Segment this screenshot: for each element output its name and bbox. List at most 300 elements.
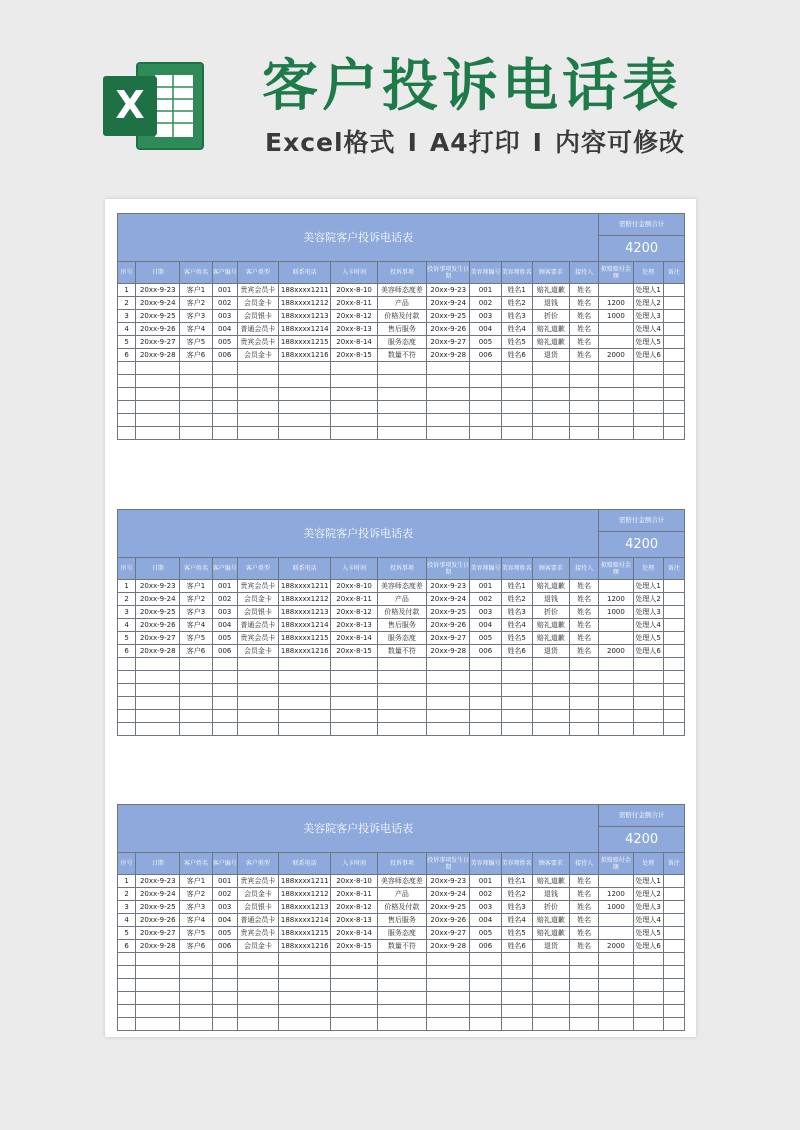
- empty-cell[interactable]: [377, 684, 426, 697]
- empty-cell[interactable]: [501, 427, 532, 440]
- empty-cell[interactable]: [470, 992, 501, 1005]
- empty-cell[interactable]: [501, 401, 532, 414]
- table-cell[interactable]: 20xx-9-24: [136, 297, 180, 310]
- table-cell[interactable]: 会员银卡: [237, 310, 278, 323]
- table-cell[interactable]: 20xx-8-13: [331, 323, 377, 336]
- empty-cell[interactable]: [377, 697, 426, 710]
- empty-cell[interactable]: [599, 723, 633, 736]
- table-cell[interactable]: 折价: [532, 901, 569, 914]
- table-cell[interactable]: 20xx-9-28: [427, 645, 470, 658]
- table-cell[interactable]: 售后服务: [377, 619, 426, 632]
- empty-cell[interactable]: [377, 427, 426, 440]
- empty-cell[interactable]: [427, 723, 470, 736]
- empty-cell[interactable]: [136, 658, 180, 671]
- table-cell[interactable]: 普通会员卡: [237, 914, 278, 927]
- table-cell[interactable]: 姓名4: [501, 619, 532, 632]
- table-cell[interactable]: 20xx-8-10: [331, 284, 377, 297]
- empty-cell[interactable]: [633, 427, 663, 440]
- table-cell[interactable]: 处理人4: [633, 914, 663, 927]
- table-cell[interactable]: 产品: [377, 297, 426, 310]
- empty-cell[interactable]: [427, 992, 470, 1005]
- table-cell[interactable]: 姓名: [570, 310, 599, 323]
- empty-cell[interactable]: [279, 684, 331, 697]
- table-cell[interactable]: 退货: [532, 940, 569, 953]
- table-cell[interactable]: 20xx-9-28: [136, 940, 180, 953]
- empty-cell[interactable]: [237, 710, 278, 723]
- table-cell[interactable]: 1: [118, 284, 136, 297]
- table-cell[interactable]: 6: [118, 940, 136, 953]
- empty-cell[interactable]: [663, 414, 684, 427]
- table-cell[interactable]: 普通会员卡: [237, 323, 278, 336]
- table-cell[interactable]: 姓名2: [501, 297, 532, 310]
- table-cell[interactable]: 姓名: [570, 875, 599, 888]
- table-cell[interactable]: 姓名6: [501, 349, 532, 362]
- table-cell[interactable]: 003: [470, 310, 501, 323]
- table-cell[interactable]: 20xx-8-12: [331, 310, 377, 323]
- empty-cell[interactable]: [633, 658, 663, 671]
- table-cell[interactable]: 20xx-9-25: [427, 901, 470, 914]
- table-cell[interactable]: 001: [470, 875, 501, 888]
- table-cell[interactable]: 188xxxx1215: [279, 632, 331, 645]
- empty-cell[interactable]: [570, 684, 599, 697]
- table-cell[interactable]: [663, 645, 684, 658]
- empty-cell[interactable]: [136, 362, 180, 375]
- table-cell[interactable]: 3: [118, 606, 136, 619]
- table-cell[interactable]: 1: [118, 580, 136, 593]
- empty-cell[interactable]: [237, 723, 278, 736]
- table-cell[interactable]: 数量不符: [377, 645, 426, 658]
- table-cell[interactable]: 006: [212, 940, 237, 953]
- table-cell[interactable]: 客户6: [180, 349, 212, 362]
- empty-cell[interactable]: [501, 979, 532, 992]
- empty-cell[interactable]: [663, 658, 684, 671]
- table-cell[interactable]: 004: [212, 323, 237, 336]
- table-cell[interactable]: 客户3: [180, 606, 212, 619]
- table-cell[interactable]: 客户2: [180, 593, 212, 606]
- empty-cell[interactable]: [212, 658, 237, 671]
- empty-cell[interactable]: [118, 1018, 136, 1031]
- empty-cell[interactable]: [136, 992, 180, 1005]
- table-cell[interactable]: 20xx-8-13: [331, 619, 377, 632]
- table-cell[interactable]: 2: [118, 297, 136, 310]
- table-cell[interactable]: 002: [212, 297, 237, 310]
- table-cell[interactable]: [599, 323, 633, 336]
- empty-cell[interactable]: [279, 966, 331, 979]
- empty-cell[interactable]: [237, 966, 278, 979]
- empty-cell[interactable]: [136, 684, 180, 697]
- empty-cell[interactable]: [377, 362, 426, 375]
- empty-cell[interactable]: [532, 953, 569, 966]
- table-cell[interactable]: 1200: [599, 888, 633, 901]
- empty-cell[interactable]: [212, 992, 237, 1005]
- table-cell[interactable]: 003: [470, 606, 501, 619]
- table-cell[interactable]: 20xx-9-24: [427, 297, 470, 310]
- empty-cell[interactable]: [212, 414, 237, 427]
- empty-cell[interactable]: [599, 658, 633, 671]
- empty-cell[interactable]: [501, 684, 532, 697]
- empty-cell[interactable]: [331, 388, 377, 401]
- table-cell[interactable]: 20xx-9-28: [136, 349, 180, 362]
- table-cell[interactable]: 20xx-9-23: [427, 580, 470, 593]
- table-cell[interactable]: 003: [212, 606, 237, 619]
- empty-cell[interactable]: [118, 979, 136, 992]
- table-cell[interactable]: 5: [118, 632, 136, 645]
- empty-cell[interactable]: [427, 375, 470, 388]
- table-cell[interactable]: 数量不符: [377, 349, 426, 362]
- table-cell[interactable]: [599, 632, 633, 645]
- empty-cell[interactable]: [532, 388, 569, 401]
- empty-cell[interactable]: [180, 658, 212, 671]
- empty-cell[interactable]: [331, 427, 377, 440]
- table-cell[interactable]: 5: [118, 336, 136, 349]
- empty-cell[interactable]: [180, 979, 212, 992]
- empty-cell[interactable]: [427, 658, 470, 671]
- table-cell[interactable]: 客户5: [180, 632, 212, 645]
- empty-cell[interactable]: [633, 697, 663, 710]
- empty-cell[interactable]: [633, 671, 663, 684]
- table-cell[interactable]: 折价: [532, 606, 569, 619]
- empty-cell[interactable]: [470, 1005, 501, 1018]
- table-cell[interactable]: [599, 580, 633, 593]
- table-cell[interactable]: 20xx-9-27: [427, 927, 470, 940]
- table-cell[interactable]: 会员金卡: [237, 593, 278, 606]
- table-cell[interactable]: 退货: [532, 645, 569, 658]
- table-cell[interactable]: [663, 875, 684, 888]
- empty-cell[interactable]: [377, 388, 426, 401]
- empty-cell[interactable]: [570, 401, 599, 414]
- empty-cell[interactable]: [570, 375, 599, 388]
- table-cell[interactable]: 20xx-8-14: [331, 632, 377, 645]
- table-cell[interactable]: [599, 284, 633, 297]
- table-cell[interactable]: 1000: [599, 310, 633, 323]
- table-cell[interactable]: 20xx-8-15: [331, 940, 377, 953]
- empty-cell[interactable]: [237, 362, 278, 375]
- table-cell[interactable]: 003: [470, 901, 501, 914]
- empty-cell[interactable]: [470, 953, 501, 966]
- empty-cell[interactable]: [470, 362, 501, 375]
- table-cell[interactable]: 2: [118, 888, 136, 901]
- empty-cell[interactable]: [633, 401, 663, 414]
- table-cell[interactable]: 处理人1: [633, 875, 663, 888]
- table-cell[interactable]: [663, 284, 684, 297]
- empty-cell[interactable]: [427, 710, 470, 723]
- empty-cell[interactable]: [212, 723, 237, 736]
- empty-cell[interactable]: [427, 427, 470, 440]
- empty-cell[interactable]: [599, 427, 633, 440]
- table-cell[interactable]: 贵宾会员卡: [237, 284, 278, 297]
- table-cell[interactable]: 美容师态度差: [377, 284, 426, 297]
- empty-cell[interactable]: [180, 966, 212, 979]
- table-cell[interactable]: 赔礼道歉: [532, 580, 569, 593]
- empty-cell[interactable]: [532, 658, 569, 671]
- empty-cell[interactable]: [331, 362, 377, 375]
- empty-cell[interactable]: [470, 388, 501, 401]
- empty-cell[interactable]: [470, 375, 501, 388]
- empty-cell[interactable]: [599, 979, 633, 992]
- empty-cell[interactable]: [470, 671, 501, 684]
- empty-cell[interactable]: [570, 723, 599, 736]
- table-cell[interactable]: 20xx-8-15: [331, 645, 377, 658]
- table-cell[interactable]: 188xxxx1212: [279, 297, 331, 310]
- table-cell[interactable]: 处理人3: [633, 310, 663, 323]
- table-cell[interactable]: 1200: [599, 297, 633, 310]
- table-cell[interactable]: [663, 323, 684, 336]
- empty-cell[interactable]: [599, 966, 633, 979]
- table-cell[interactable]: 姓名3: [501, 606, 532, 619]
- table-cell[interactable]: 处理人1: [633, 580, 663, 593]
- table-cell[interactable]: 005: [470, 927, 501, 940]
- empty-cell[interactable]: [633, 1018, 663, 1031]
- empty-cell[interactable]: [180, 710, 212, 723]
- empty-cell[interactable]: [279, 723, 331, 736]
- empty-cell[interactable]: [331, 697, 377, 710]
- empty-cell[interactable]: [279, 710, 331, 723]
- empty-cell[interactable]: [532, 697, 569, 710]
- empty-cell[interactable]: [279, 992, 331, 1005]
- empty-cell[interactable]: [599, 684, 633, 697]
- table-cell[interactable]: 姓名: [570, 284, 599, 297]
- empty-cell[interactable]: [663, 979, 684, 992]
- empty-cell[interactable]: [180, 953, 212, 966]
- empty-cell[interactable]: [279, 375, 331, 388]
- table-cell[interactable]: 3: [118, 310, 136, 323]
- empty-cell[interactable]: [501, 697, 532, 710]
- table-cell[interactable]: [599, 914, 633, 927]
- table-cell[interactable]: 数量不符: [377, 940, 426, 953]
- empty-cell[interactable]: [470, 697, 501, 710]
- empty-cell[interactable]: [118, 992, 136, 1005]
- empty-cell[interactable]: [501, 658, 532, 671]
- empty-cell[interactable]: [118, 671, 136, 684]
- empty-cell[interactable]: [377, 979, 426, 992]
- table-cell[interactable]: 4: [118, 323, 136, 336]
- table-cell[interactable]: 20xx-8-12: [331, 901, 377, 914]
- empty-cell[interactable]: [663, 710, 684, 723]
- table-cell[interactable]: [663, 901, 684, 914]
- table-cell[interactable]: 20xx-9-27: [136, 336, 180, 349]
- table-cell[interactable]: 姓名: [570, 297, 599, 310]
- empty-cell[interactable]: [570, 414, 599, 427]
- empty-cell[interactable]: [118, 684, 136, 697]
- table-cell[interactable]: 20xx-8-14: [331, 336, 377, 349]
- empty-cell[interactable]: [237, 658, 278, 671]
- empty-cell[interactable]: [279, 427, 331, 440]
- table-cell[interactable]: 20xx-9-26: [136, 619, 180, 632]
- empty-cell[interactable]: [532, 1005, 569, 1018]
- empty-cell[interactable]: [532, 671, 569, 684]
- empty-cell[interactable]: [136, 375, 180, 388]
- table-cell[interactable]: 20xx-8-15: [331, 349, 377, 362]
- table-cell[interactable]: [663, 888, 684, 901]
- empty-cell[interactable]: [136, 979, 180, 992]
- empty-cell[interactable]: [599, 362, 633, 375]
- table-cell[interactable]: 20xx-8-10: [331, 875, 377, 888]
- table-cell[interactable]: 处理人1: [633, 284, 663, 297]
- empty-cell[interactable]: [279, 697, 331, 710]
- empty-cell[interactable]: [212, 362, 237, 375]
- table-cell[interactable]: 客户2: [180, 297, 212, 310]
- table-cell[interactable]: 姓名5: [501, 632, 532, 645]
- empty-cell[interactable]: [212, 427, 237, 440]
- table-cell[interactable]: 客户3: [180, 901, 212, 914]
- table-cell[interactable]: [663, 336, 684, 349]
- table-cell[interactable]: 188xxxx1216: [279, 349, 331, 362]
- table-cell[interactable]: 处理人6: [633, 645, 663, 658]
- empty-cell[interactable]: [427, 953, 470, 966]
- empty-cell[interactable]: [136, 388, 180, 401]
- empty-cell[interactable]: [599, 414, 633, 427]
- table-cell[interactable]: 20xx-9-25: [136, 606, 180, 619]
- empty-cell[interactable]: [279, 979, 331, 992]
- table-cell[interactable]: 20xx-9-26: [136, 914, 180, 927]
- empty-cell[interactable]: [279, 1005, 331, 1018]
- empty-cell[interactable]: [427, 684, 470, 697]
- table-cell[interactable]: 价格及付款: [377, 901, 426, 914]
- empty-cell[interactable]: [663, 966, 684, 979]
- table-cell[interactable]: 客户1: [180, 284, 212, 297]
- empty-cell[interactable]: [118, 1005, 136, 1018]
- table-cell[interactable]: [663, 310, 684, 323]
- table-cell[interactable]: [663, 593, 684, 606]
- empty-cell[interactable]: [377, 375, 426, 388]
- empty-cell[interactable]: [279, 671, 331, 684]
- table-cell[interactable]: 005: [470, 336, 501, 349]
- table-cell[interactable]: 普通会员卡: [237, 619, 278, 632]
- table-cell[interactable]: 姓名1: [501, 875, 532, 888]
- empty-cell[interactable]: [532, 966, 569, 979]
- empty-cell[interactable]: [532, 1018, 569, 1031]
- empty-cell[interactable]: [532, 401, 569, 414]
- empty-cell[interactable]: [118, 362, 136, 375]
- table-cell[interactable]: 客户1: [180, 875, 212, 888]
- table-cell[interactable]: 188xxxx1213: [279, 310, 331, 323]
- table-cell[interactable]: 20xx-9-27: [136, 927, 180, 940]
- table-cell[interactable]: 20xx-9-26: [427, 323, 470, 336]
- table-cell[interactable]: 188xxxx1215: [279, 336, 331, 349]
- empty-cell[interactable]: [180, 723, 212, 736]
- table-cell[interactable]: 姓名4: [501, 914, 532, 927]
- table-cell[interactable]: 001: [212, 580, 237, 593]
- table-cell[interactable]: 服务态度: [377, 336, 426, 349]
- table-cell[interactable]: 售后服务: [377, 323, 426, 336]
- empty-cell[interactable]: [501, 966, 532, 979]
- table-cell[interactable]: 20xx-9-24: [136, 593, 180, 606]
- table-cell[interactable]: 姓名: [570, 927, 599, 940]
- table-cell[interactable]: 赔礼道歉: [532, 284, 569, 297]
- table-cell[interactable]: 20xx-9-27: [427, 632, 470, 645]
- empty-cell[interactable]: [377, 671, 426, 684]
- empty-cell[interactable]: [212, 966, 237, 979]
- empty-cell[interactable]: [237, 401, 278, 414]
- table-cell[interactable]: 会员金卡: [237, 297, 278, 310]
- table-cell[interactable]: 188xxxx1216: [279, 940, 331, 953]
- table-cell[interactable]: 004: [470, 619, 501, 632]
- table-cell[interactable]: 20xx-9-24: [427, 888, 470, 901]
- empty-cell[interactable]: [212, 684, 237, 697]
- empty-cell[interactable]: [570, 710, 599, 723]
- table-cell[interactable]: 贵宾会员卡: [237, 336, 278, 349]
- empty-cell[interactable]: [532, 375, 569, 388]
- empty-cell[interactable]: [237, 1018, 278, 1031]
- empty-cell[interactable]: [663, 1005, 684, 1018]
- empty-cell[interactable]: [279, 362, 331, 375]
- table-cell[interactable]: 赔礼道歉: [532, 336, 569, 349]
- empty-cell[interactable]: [136, 401, 180, 414]
- table-cell[interactable]: 赔礼道歉: [532, 323, 569, 336]
- empty-cell[interactable]: [633, 375, 663, 388]
- empty-cell[interactable]: [180, 1005, 212, 1018]
- table-cell[interactable]: 002: [212, 593, 237, 606]
- table-cell[interactable]: 1000: [599, 606, 633, 619]
- table-cell[interactable]: 处理人3: [633, 901, 663, 914]
- empty-cell[interactable]: [470, 684, 501, 697]
- table-cell[interactable]: 4: [118, 619, 136, 632]
- empty-cell[interactable]: [331, 723, 377, 736]
- table-cell[interactable]: 20xx-8-14: [331, 927, 377, 940]
- empty-cell[interactable]: [331, 658, 377, 671]
- empty-cell[interactable]: [570, 427, 599, 440]
- table-cell[interactable]: 姓名: [570, 593, 599, 606]
- table-cell[interactable]: 贵宾会员卡: [237, 927, 278, 940]
- table-cell[interactable]: 退货: [532, 349, 569, 362]
- empty-cell[interactable]: [663, 671, 684, 684]
- table-cell[interactable]: 2: [118, 593, 136, 606]
- table-cell[interactable]: 姓名: [570, 901, 599, 914]
- table-cell[interactable]: 处理人6: [633, 349, 663, 362]
- empty-cell[interactable]: [663, 1018, 684, 1031]
- table-cell[interactable]: 姓名: [570, 606, 599, 619]
- empty-cell[interactable]: [212, 401, 237, 414]
- empty-cell[interactable]: [377, 723, 426, 736]
- empty-cell[interactable]: [633, 388, 663, 401]
- empty-cell[interactable]: [377, 992, 426, 1005]
- empty-cell[interactable]: [279, 1018, 331, 1031]
- empty-cell[interactable]: [279, 953, 331, 966]
- table-cell[interactable]: 会员金卡: [237, 888, 278, 901]
- table-cell[interactable]: 6: [118, 349, 136, 362]
- empty-cell[interactable]: [331, 1018, 377, 1031]
- table-cell[interactable]: 188xxxx1212: [279, 593, 331, 606]
- table-cell[interactable]: 005: [470, 632, 501, 645]
- empty-cell[interactable]: [470, 979, 501, 992]
- table-cell[interactable]: 姓名4: [501, 323, 532, 336]
- table-cell[interactable]: 20xx-9-23: [136, 284, 180, 297]
- table-cell[interactable]: 002: [470, 297, 501, 310]
- table-cell[interactable]: 处理人4: [633, 323, 663, 336]
- empty-cell[interactable]: [633, 979, 663, 992]
- table-cell[interactable]: 20xx-9-28: [427, 349, 470, 362]
- table-cell[interactable]: 001: [212, 284, 237, 297]
- table-cell[interactable]: 价格及付款: [377, 606, 426, 619]
- table-cell[interactable]: 姓名5: [501, 336, 532, 349]
- empty-cell[interactable]: [237, 979, 278, 992]
- table-cell[interactable]: 会员金卡: [237, 940, 278, 953]
- empty-cell[interactable]: [663, 427, 684, 440]
- table-cell[interactable]: 188xxxx1214: [279, 914, 331, 927]
- empty-cell[interactable]: [212, 1005, 237, 1018]
- empty-cell[interactable]: [470, 1018, 501, 1031]
- table-cell[interactable]: 006: [470, 349, 501, 362]
- table-cell[interactable]: 20xx-9-26: [427, 914, 470, 927]
- table-cell[interactable]: 004: [212, 914, 237, 927]
- table-cell[interactable]: 产品: [377, 888, 426, 901]
- table-cell[interactable]: 处理人3: [633, 606, 663, 619]
- empty-cell[interactable]: [331, 1005, 377, 1018]
- table-cell[interactable]: 姓名6: [501, 940, 532, 953]
- table-cell[interactable]: 客户3: [180, 310, 212, 323]
- empty-cell[interactable]: [377, 1005, 426, 1018]
- table-cell[interactable]: 20xx-9-26: [136, 323, 180, 336]
